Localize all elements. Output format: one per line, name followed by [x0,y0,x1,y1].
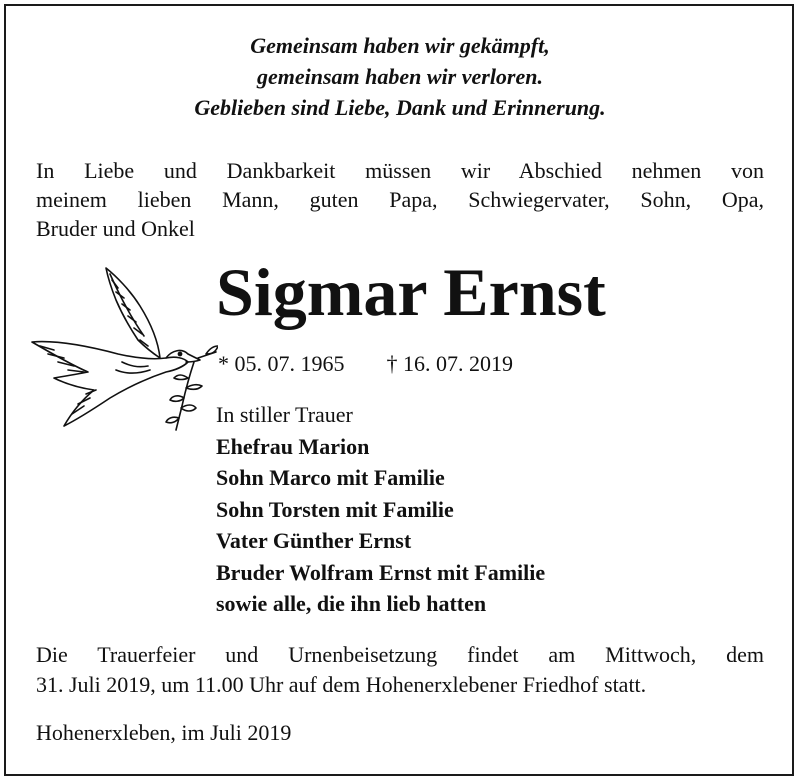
motto-line-3: Geblieben sind Liebe, Dank und Erinnerung. [194,95,606,120]
mourner-1: Ehefrau Marion [216,433,370,459]
mourner-3: Sohn Torsten mit Familie [216,496,454,522]
place-and-date: Hohenerxleben, im Juli 2019 [36,720,292,745]
mourner-6: sowie alle, die ihn lieb hatten [216,591,487,616]
motto [0,30,800,123]
ceremony-line-1: Die Trauerfeier und Urnenbeisetzung findet am Mittwoch, dem [36,642,764,667]
deceased-name: Sigmar Ernst [216,254,606,330]
mourning-intro: In stiller Trauer [216,402,353,427]
mourner-4: Vater Günther Ernst [216,528,412,553]
intro-line-2: meinem lieben Mann, guten Papa, Schwiegervater, Sohn, Opa, [36,187,764,212]
dove-with-olive-branch-icon [26,262,218,434]
intro-line-1: In Liebe und Dankbarkeit müssen wir Abschied nehmen von [36,158,764,183]
intro-text [36,156,764,243]
mourner-2: Sohn Marco mit Familie [216,465,445,490]
motto-line-1: Gemeinsam haben wir gekämpft, [250,33,550,58]
birth-date: * 05. 07. 1965 [218,351,345,376]
intro-line-3: Bruder und Onkel [36,216,195,241]
life-dates [218,350,513,378]
ceremony-text [36,640,764,700]
motto-line-2: gemeinsam haben wir verloren. [256,64,543,89]
mourners-block [216,399,545,620]
mourner-5: Bruder Wolfram Ernst mit Familie [216,559,546,585]
death-date: † 16. 07. 2019 [386,351,513,376]
ceremony-line-2: 31. Juli 2019, um 11.00 Uhr auf dem Hohenerxlebener Friedhof statt. [36,672,647,697]
